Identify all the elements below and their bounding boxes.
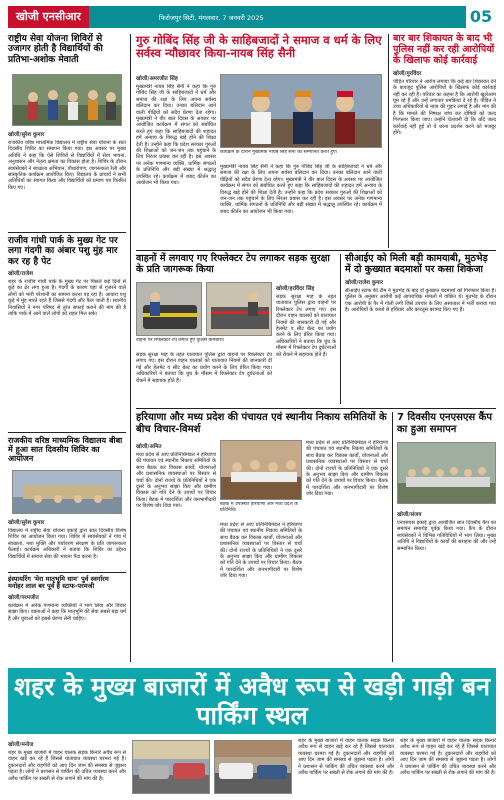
column-divider [392, 412, 393, 662]
headline: वाहनों में लगवाए गए रिफ्लेक्टर टेप लगाकर सड़क सुरक्षा के प्रति जागरूक किया [136, 253, 330, 275]
dateline: फिरोजपुर सिटी, मंगलवार, 7 जनवरी 2025 [158, 13, 264, 22]
divider [8, 232, 126, 233]
page-number: 05 [466, 6, 496, 28]
byline: खोजी/राजेश [8, 271, 33, 278]
headline: इंस्पायरिंग 'मेरा मातृभूमि धाम' पुर्व स्वर्गारम मनोहर लाल बर पूर्व है स्टाफ-परमजी [8, 575, 109, 591]
article-body: शहर के मुख्य बाजारों में वाहन चालक सड़क किनारे अवैध रूप से वाहन खड़े कर रहे हैं जिससे यातायात व्यवस्था चरमरा गई है। दुकानदारों और राहगीरों को आए दिन जाम की समस्या से जूझना पड़ता है। लोगों ने प्रशासन से पार्किंग की उचित व्यवस्था करने और अवैध पार्किंग पर सख्ती से रोक लगाने की मांग की है। [400, 738, 496, 777]
photo-caption: वाहनों पर रिफ्लेक्टर टेप लगाते हुए पुलिस कर्मचारी। [136, 338, 225, 343]
article-haryana-col3 [306, 440, 388, 612]
article-reflector-body-2 [136, 352, 272, 402]
byline: खोजी/सुरेश कुमार [8, 520, 45, 526]
article-nss-ashok [8, 34, 126, 65]
article-body: राजकीय वरिष्ठ माध्यमिक विद्यालय में राष्ट्रीय सेवा योजना के सात दिवसीय शिविर का समापन किया गया। इस अवसर पर मुख्य अतिथि ने कहा कि ऐसे शिविरों से विद्यार्थियों में सेवा भावना, अनुशासन और नेतृत्व क्षमता का विकास होता है। शिविर के दौरान स्वयंसेवकों ने स्वच्छता अभियान, पौधारोपण, जागरूकता रैली और सांस्कृतिक कार्यक्रम आयोजित किए। विद्यालय के प्राचार्य ने सभी अतिथियों का स्वागत किया और विद्यार्थियों को प्रमाण पत्र वितरित किए गए। [8, 140, 126, 191]
column-divider [388, 34, 389, 248]
article-body: पीड़ित परिवार ने आरोप लगाया कि कई बार शिकायत देने के बावजूद पुलिस आरोपियों के खिलाफ कोई कार्रवाई नहीं कर रही है। परिवार का कहना है कि आरोपी खुलेआम घूम रहे हैं और उन्हें लगातार धमकियां दे रहे हैं। पीड़ित ने उच्च अधिकारियों से न्याय की गुहार लगाई है और मांग की है कि मामले की निष्पक्ष जांच कर दोषियों को जल्द गिरफ्तार किया जाए। उन्होंने चेतावनी दी कि यदि जल्द कार्रवाई नहीं हुई तो वे धरना प्रदर्शन करने को मजबूर होंगे। [393, 78, 496, 137]
article-body: एनएसएस इकाई द्वारा आयोजित सात दिवसीय कैंप का समापन समारोह पूर्वक किया गया। कैंप के दौरान स्वयंसेवकों ने विभिन्न गतिविधियों में भाग लिया। मुख्य अतिथि ने विद्यार्थियों के कार्यों की सराहना की और उन्हें सम्मानित किया। [397, 520, 496, 552]
article-cia [345, 254, 496, 398]
lead-article-col2 [220, 164, 382, 244]
divider [8, 572, 126, 573]
byline: खोजी/राजेश कुमार [345, 279, 384, 286]
byline: खोजी/अमित [136, 444, 162, 450]
article-body: विद्यालय में राष्ट्रीय सेवा योजना इकाई द्वारा सात दिवसीय विशेष शिविर का आयोजन किया गया। शिविर में स्वयंसेवकों ने गांव में स्वच्छता, नशा मुक्ति और पर्यावरण संरक्षण के प्रति जागरूकता फैलाई। कार्यक्रम अधिकारी ने बताया कि शिविर का उद्देश्य विद्यार्थियों में समाज सेवा की भावना पैदा करना है। [8, 528, 126, 560]
article-body: शहर के मुख्य बाजारों में वाहन चालक सड़क किनारे अवैध रूप से वाहन खड़े कर रहे हैं जिससे यातायात व्यवस्था चरमरा गई है। दुकानदारों और राहगीरों को आए दिन जाम की समस्या से जूझना पड़ता है। लोगों ने प्रशासन से पार्किंग की उचित व्यवस्था करने और अवैध पार्किंग पर सख्ती से रोक लगाने की मांग की है। [8, 750, 126, 782]
article-nss-7day [397, 412, 496, 435]
byline: खोजी/अमरजीत सिंह [136, 76, 178, 82]
footer-story-col3 [400, 738, 496, 796]
article-reflector-body [276, 282, 336, 384]
article-school-camp-body [8, 516, 126, 570]
photo-parking-1 [132, 740, 210, 794]
article-body: शहर के राजीव गांधी पार्क के मुख्य गेट पर पिछले कई दिनों से कूड़े का ढेर लगा हुआ है। गंदगी के कारण यहां से गुजरने वाले लोगों को भारी परेशानी का सामना करना पड़ रहा है। आवारा पशु कूड़े में मुंह मारते रहते हैं जिससे गंदगी और फैल जाती है। स्थानीय निवासियों ने नगर परिषद से तुरंत सफाई कराने की मांग की है ताकि पार्क में आने वाले लोगों को राहत मिल सके। [8, 279, 126, 318]
article-reflector [136, 254, 336, 276]
lead-article [136, 34, 384, 60]
article-body: मुख्यमंत्री नायब सिंह सैनी ने कहा कि गुरु गोबिंद सिंह जी के साहिबजादों ने धर्म और समाज की रक्षा के लिए अपना सर्वस्व बलिदान कर दिया। उनका बलिदान आने वाली पीढ़ियों को सदैव प्रेरणा देता रहेगा। मुख्यमंत्री ने वीर बाल दिवस के अवसर पर आयोजित कार्यक्रम में संगत को संबोधित करते हुए कहा कि साहिबजादों की शहादत हमें अन्याय के विरुद्ध खड़े होने की शिक्षा देती है। उन्होंने कहा कि प्रदेश सरकार गुरुओं की शिक्षाओं को जन-जन तक पहुंचाने के लिए निरंतर प्रयास कर रही है। इस अवसर पर अनेक गणमान्य व्यक्ति, धार्मिक संगठनों के प्रतिनिधि और बड़ी संख्या में श्रद्धालु उपस्थित रहे। कार्यक्रम में शबद कीर्तन का आयोजन भी किया गया। [220, 164, 382, 215]
headline: राजकीय वरिष्ठ माध्यमिक विद्यालय बीबा में हुआ सात दिवसीय शिविर का आयोजन [8, 436, 123, 464]
lead-article-col1 [136, 72, 216, 254]
headline: राजीव गांधी पार्क के मुख्य गेट पर लगा गंदगी का अंबार पशु मुंह मार कर रह है पेट [8, 236, 118, 267]
article-body: सड़क सुरक्षा माह के तहत यातायात पुलिस द्वारा वाहनों पर रिफ्लेक्टर टेप लगाए गए। इस दौरान वाहन चालकों को यातायात नियमों की जानकारी दी गई और हेलमेट व सीट बेल्ट का प्रयोग करने के लिए प्रेरित किया गया। अधिकारियों ने बताया कि धुंध के मौसम में रिफ्लेक्टर टेप दुर्घटनाओं को रोकने में सहायक होते हैं। [276, 294, 336, 358]
headline: सीआईए को मिली बड़ी कामयाबी, मुठभेड़ में दो कुख्यात बदमाशों पर कसा शिकंजा [345, 253, 488, 275]
headline: बार बार शिकायत के बाद भी पुलिस नहीं कर रही आरोपियों के खिलाफ कोई कार्रवाई [393, 33, 495, 66]
column-divider [130, 34, 131, 662]
photo-reflector-2 [206, 282, 272, 336]
article-school-camp [8, 436, 126, 464]
article-body: मध्य प्रदेश से आए प्रतिनिधिमंडल ने हरियाणा की पंचायत एवं स्थानीय निकाय समितियों के साथ बैठक कर विकास कार्यों, योजनाओं और प्रशासनिक व्यवस्थाओं पर विस्तार से चर्चा की। दोनों राज्यों के प्रतिनिधियों ने एक दूसरे के अनुभव साझा किए और ग्रामीण विकास को गति देने के उपायों पर विचार किया। बैठक में पारदर्शिता और जनभागीदारी पर विशेष जोर दिया गया। [306, 440, 388, 498]
article-rajiv-park [8, 236, 126, 399]
photo-school-camp [12, 470, 122, 514]
divider [136, 408, 496, 409]
article-body: शहर के मुख्य बाजारों में वाहन चालक सड़क किनारे अवैध रूप से वाहन खड़े कर रहे हैं जिससे यातायात व्यवस्था चरमरा गई है। दुकानदारों और राहगीरों को आए दिन जाम की समस्या से जूझना पड़ता है। लोगों ने प्रशासन से पार्किंग की उचित व्यवस्था करने और अवैध पार्किंग पर सख्ती से रोक लगाने की मांग की है। [298, 738, 394, 777]
photo-cm-event [220, 74, 382, 148]
article-body: मुख्यमंत्री नायब सिंह सैनी ने कहा कि गुरु गोबिंद सिंह जी के साहिबजादों ने धर्म और समाज की रक्षा के लिए अपना सर्वस्व बलिदान कर दिया। उनका बलिदान आने वाली पीढ़ियों को सदैव प्रेरणा देता रहेगा। मुख्यमंत्री ने वीर बाल दिवस के अवसर पर आयोजित कार्यक्रम में संगत को संबोधित करते हुए कहा कि साहिबजादों की शहादत हमें अन्याय के विरुद्ध खड़े होने की शिक्षा देती है। उन्होंने कहा कि प्रदेश सरकार गुरुओं की शिक्षाओं को जन-जन तक पहुंचाने के लिए निरंतर प्रयास कर रही है। इस अवसर पर अनेक गणमान्य व्यक्ति, धार्मिक संगठनों के प्रतिनिधि और बड़ी संख्या में श्रद्धालु उपस्थित रहे। कार्यक्रम में शबद कीर्तन का आयोजन भी किया गया। [136, 84, 216, 187]
byline: खोजी/संजय [397, 512, 422, 518]
article-police-complaint [393, 34, 496, 235]
article-haryana [136, 412, 388, 435]
article-haryana-col2 [220, 522, 302, 612]
column-divider [340, 254, 341, 404]
article-body: सीआईए स्टाफ की टीम ने मुठभेड़ के बाद दो कुख्यात बदमाशों को गिरफ्तार किया है। पुलिस के अनुसार आरोपी कई आपराधिक मामलों में वांछित थे। मुठभेड़ के दौरान एक आरोपी के पैर में गोली लगी जिसे उपचार के लिए अस्पताल में भर्ती कराया गया है। आरोपियों के कब्जे से हथियार और कारतूस बरामद किए गए हैं। [345, 287, 496, 314]
brand-name: खोजी एनसीआर [8, 6, 89, 28]
article-body: सड़क सुरक्षा माह के तहत यातायात पुलिस द्वारा वाहनों पर रिफ्लेक्टर टेप लगाए गए। इस दौरान वाहन चालकों को यातायात नियमों की जानकारी दी गई और हेलमेट व सीट बेल्ट का प्रयोग करने के लिए प्रेरित किया गया। अधिकारियों ने बताया कि धुंध के मौसम में रिफ्लेक्टर टेप दुर्घटनाओं को रोकने में सहायक होते हैं। [136, 352, 272, 384]
footer-story-col2 [298, 738, 394, 796]
divider [136, 250, 496, 251]
photo-nss-closing [397, 442, 496, 504]
divider [8, 432, 126, 433]
photo-panchayat-meeting [220, 440, 302, 500]
article-body: कार्यक्रम में अनेक गणमान्य व्यक्तियों ने भाग लिया और विचार साझा किए। वक्ताओं ने कहा कि मातृभूमि की सेवा सबसे बड़ा धर्म है और युवाओं को इससे प्रेरणा लेनी चाहिए। [8, 602, 126, 622]
article-nss-7day-body [397, 508, 496, 660]
byline: खोजी/हरविंदर सिंह [276, 286, 315, 292]
footer-story-col1 [8, 738, 126, 800]
headline: राष्ट्रीय सेवा योजना शिविरों से उजागर होती है विद्यार्थियों की प्रतिभा-अशोक मेवाती [8, 34, 103, 65]
article-nss-ashok-body [8, 128, 126, 232]
photo-reflector-1 [136, 282, 202, 336]
photo-caption: कार्यक्रम के दौरान मुख्यमंत्री नायब सिंह सैनी को सम्मानित करते हुए। [220, 150, 338, 155]
article-body: मध्य प्रदेश से आए प्रतिनिधिमंडल ने हरियाणा की पंचायत एवं स्थानीय निकाय समितियों के साथ बैठक कर विकास कार्यों, योजनाओं और प्रशासनिक व्यवस्थाओं पर विस्तार से चर्चा की। दोनों राज्यों के प्रतिनिधियों ने एक दूसरे के अनुभव साझा किए और ग्रामीण विकास को गति देने के उपायों पर विचार किया। बैठक में पारदर्शिता और जनभागीदारी पर विशेष जोर दिया गया। [220, 522, 302, 580]
byline: खोजी/परमजीत [8, 594, 39, 601]
article-body: मध्य प्रदेश से आए प्रतिनिधिमंडल ने हरियाणा की पंचायत एवं स्थानीय निकाय समितियों के साथ बैठक कर विकास कार्यों, योजनाओं और प्रशासनिक व्यवस्थाओं पर विस्तार से चर्चा की। दोनों राज्यों के प्रतिनिधियों ने एक दूसरे के अनुभव साझा किए और ग्रामीण विकास को गति देने के उपायों पर विचार किया। बैठक में पारदर्शिता और जनभागीदारी पर विशेष जोर दिया गया। [136, 452, 216, 510]
headline: हरियाणा और मध्य प्रदेश की पंचायत एवं स्थानीय निकाय समितियों के बीच विचार-विमर्श [136, 412, 387, 435]
photo-nss-camp [12, 74, 122, 126]
headline: 7 दिवसीय एनएसएस कैंप का हुआ समापन [397, 412, 493, 435]
lead-headline: गुरु गोबिंद सिंह जी के साहिबजादों ने समाज व धर्म के लिए सर्वस्व न्यौछावर किया-नायब सिंह सैनी [136, 33, 382, 61]
photo-parking-2 [214, 740, 292, 794]
photo-caption: बैठक में उपस्थित हरियाणा और मध्य प्रदेश के प्रतिनिधि। [220, 502, 298, 513]
byline: खोजी/सुरेश कुमार [8, 132, 45, 138]
byline: खोजी/मनोज [8, 742, 34, 748]
article-matrubhumi [8, 576, 126, 653]
byline: खोजी/गुरविंदर [393, 70, 422, 77]
article-haryana-col1 [136, 440, 216, 624]
banner-headline: शहर के मुख्य बाजारों में अवैध रूप से खड़ी गाड़ी बन पार्किंग स्थल [8, 668, 496, 734]
masthead [8, 6, 496, 28]
